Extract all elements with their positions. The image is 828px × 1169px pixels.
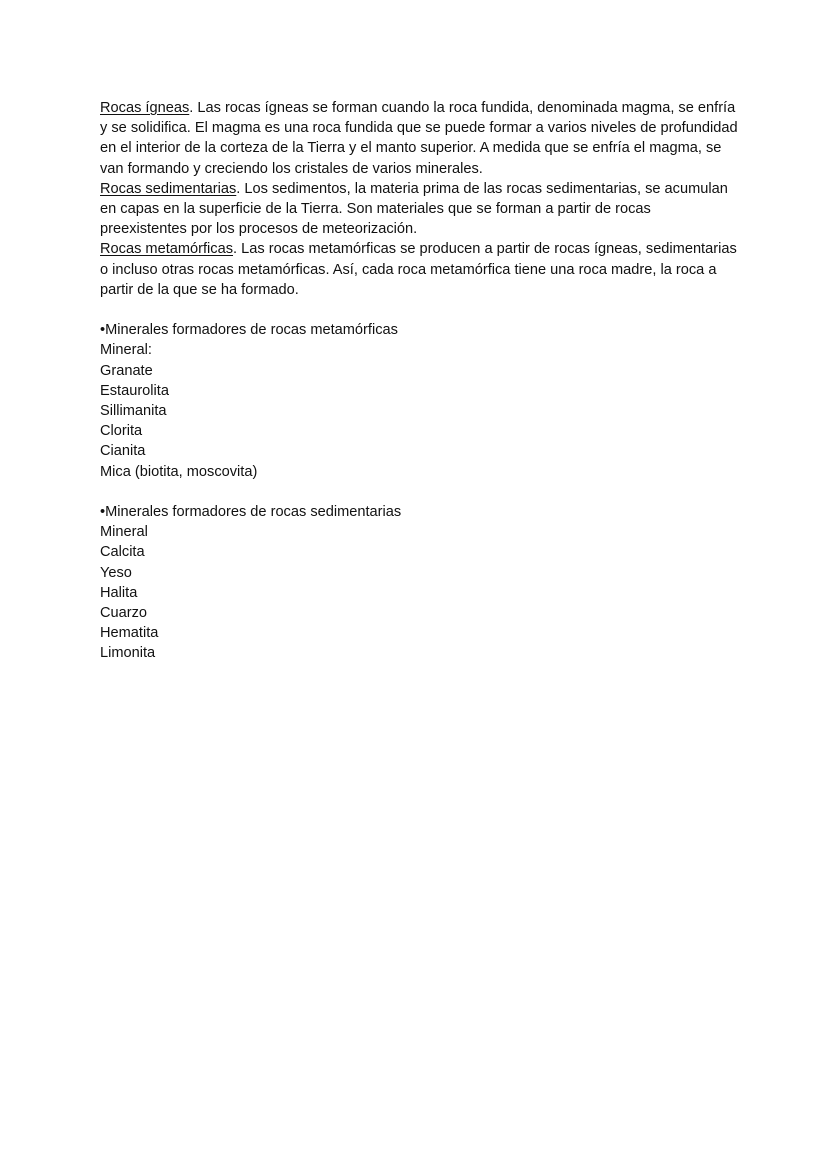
spacer xyxy=(100,300,740,320)
list-metamorphic-minerals xyxy=(100,320,740,482)
list-item: Clorita xyxy=(100,423,143,440)
list-header: Mineral xyxy=(100,524,148,541)
list-item: Hematita xyxy=(100,625,159,642)
list-title: •Minerales formadores de rocas sedimentarias xyxy=(100,504,402,521)
paragraph-sedimentary xyxy=(100,179,740,240)
paragraph-metamorphic xyxy=(100,239,740,300)
list-item: Limonita xyxy=(100,645,156,662)
text-igneous-rocks: . Las rocas ígneas se forman cuando la roca fundida, denominada magma, se enfría y se solidifica. El magma es una roca fundida que se puede formar a varios niveles de profundidad en el interior de la corteza de la Tierra y el manto superior. A medida que se enfría el magma, se van formando y creciendo los cristales de varios minerales. xyxy=(100,100,738,177)
text-metamorphic-rocks: . Las rocas metamórficas se producen a partir de rocas ígneas, sedimentarias o incluso otras rocas metamórficas. Así, cada roca metamórfica tiene una roca madre, la roca a partir de la que se ha formado. xyxy=(100,241,737,298)
list-header: Mineral: xyxy=(100,342,152,359)
list-item: Cuarzo xyxy=(100,605,148,622)
list-title: •Minerales formadores de rocas metamórficas xyxy=(100,322,398,339)
list-item: Granate xyxy=(100,362,153,379)
spacer xyxy=(100,482,740,502)
heading-igneous-rocks: Rocas ígneas xyxy=(100,100,190,116)
document-page xyxy=(100,98,740,664)
list-item: Sillimanita xyxy=(100,403,167,420)
heading-metamorphic-rocks: Rocas metamórficas xyxy=(100,241,234,258)
list-item: Halita xyxy=(100,584,138,601)
list-item: Mica (biotita, moscovita) xyxy=(100,463,258,480)
text-sedimentary-rocks: . Los sedimentos, la materia prima de las rocas sedimentarias, se acumulan en capas en la superficie de la Tierra. Son materiales que se forman a partir de rocas preexistentes por los procesos de meteorización. xyxy=(100,180,728,238)
list-sedimentary-minerals xyxy=(100,502,740,664)
paragraph-igneous xyxy=(100,98,740,179)
list-item: Cianita xyxy=(100,443,146,460)
list-item: Estaurolita xyxy=(100,382,169,399)
list-item: Calcita xyxy=(100,544,145,561)
heading-sedimentary-rocks: Rocas sedimentarias xyxy=(100,180,237,197)
list-item: Yeso xyxy=(100,564,132,581)
